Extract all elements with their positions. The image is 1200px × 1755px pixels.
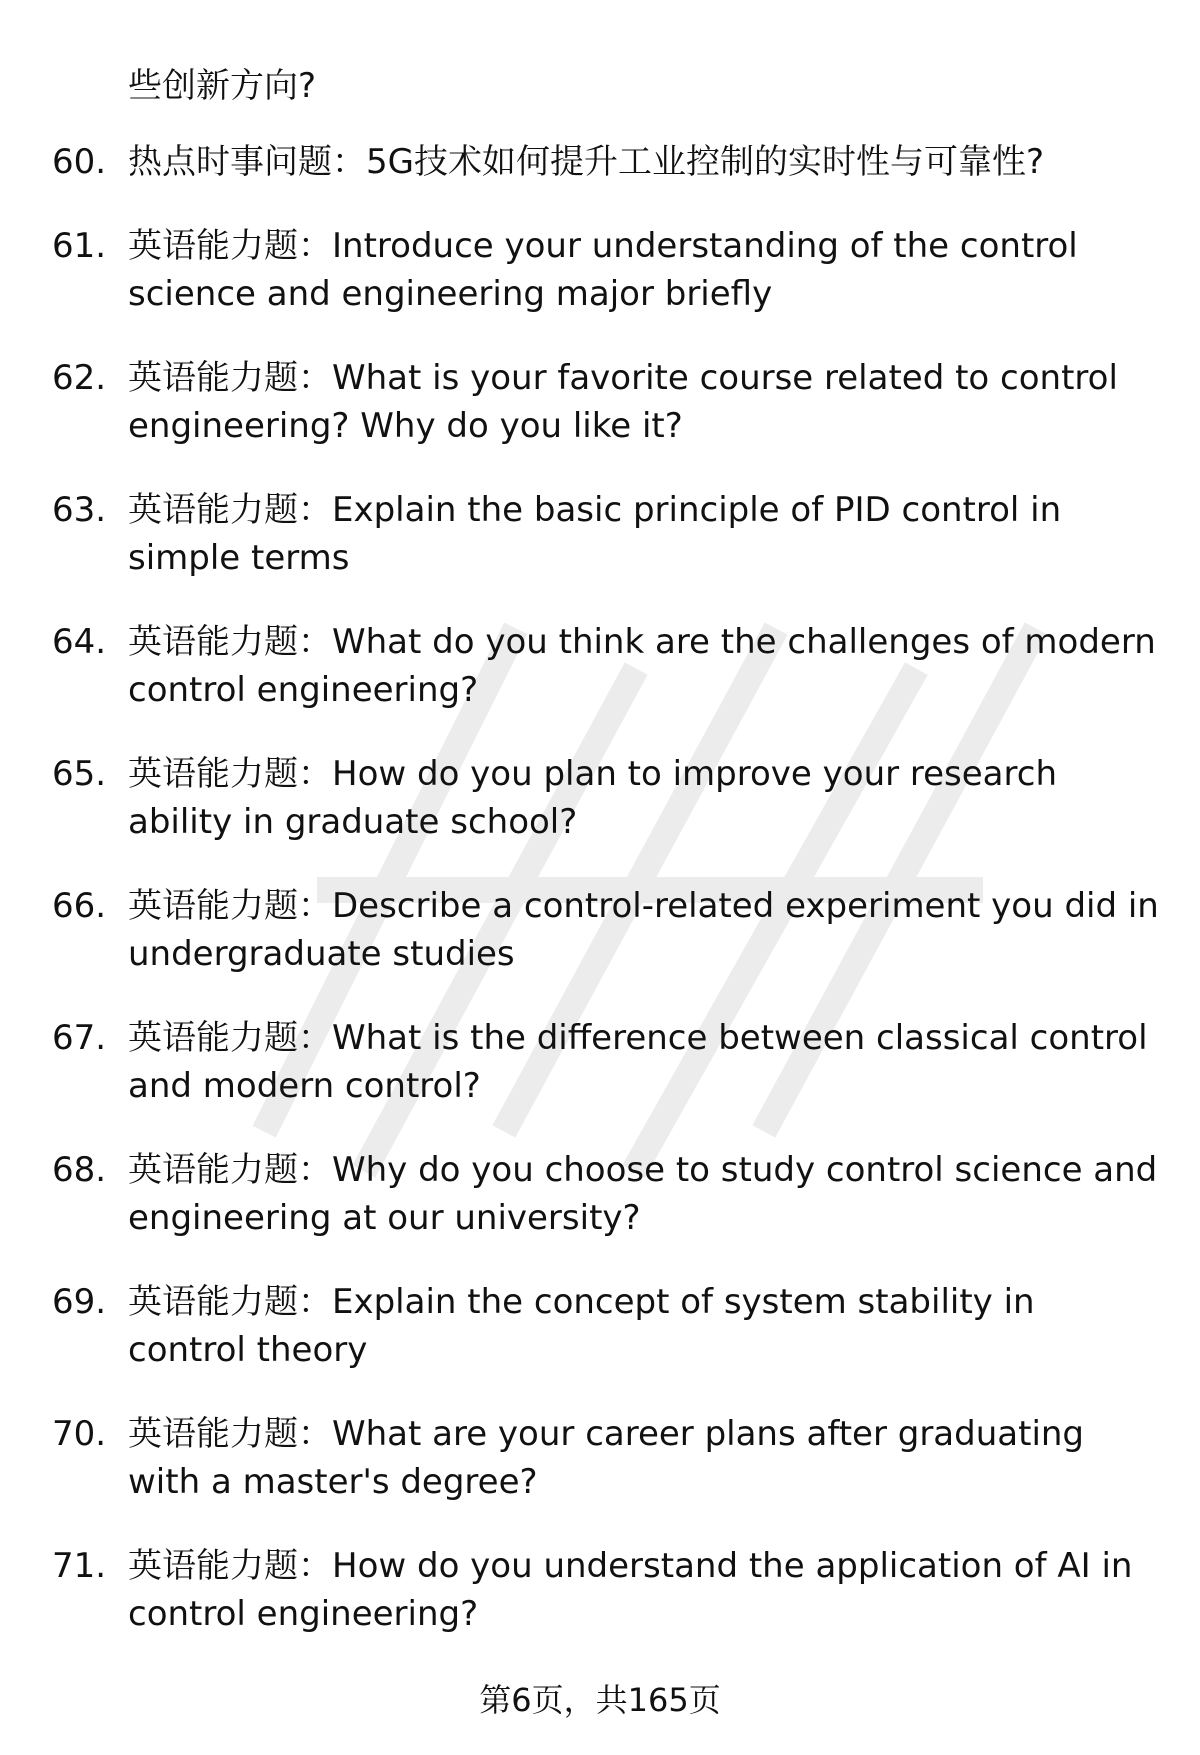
question-number: 60. bbox=[52, 142, 107, 182]
question-list bbox=[0, 138, 1200, 1674]
question-text: 英语能力题：Explain the basic principle of PID control in simple terms bbox=[128, 490, 1062, 578]
question-item bbox=[0, 486, 1200, 582]
question-number: 61. bbox=[52, 226, 107, 266]
question-item bbox=[0, 1278, 1200, 1374]
question-text: 英语能力题：What is your favorite course related to control engineering? Why do you like it? bbox=[128, 358, 1118, 446]
question-item bbox=[0, 882, 1200, 978]
question-number: 70. bbox=[52, 1414, 107, 1454]
question-item bbox=[0, 222, 1200, 318]
question-item bbox=[0, 354, 1200, 450]
question-number: 69. bbox=[52, 1282, 107, 1322]
question-item bbox=[0, 138, 1200, 186]
question-number: 71. bbox=[52, 1546, 107, 1586]
question-text: 英语能力题：How do you plan to improve your research ability in graduate school? bbox=[128, 754, 1057, 842]
question-number: 67. bbox=[52, 1018, 107, 1058]
question-number: 68. bbox=[52, 1150, 107, 1190]
question-item bbox=[0, 1410, 1200, 1506]
question-item bbox=[0, 1542, 1200, 1638]
question-item bbox=[0, 750, 1200, 846]
question-number: 62. bbox=[52, 358, 107, 398]
question-text: 英语能力题：What is the difference between classical control and modern control? bbox=[128, 1018, 1148, 1106]
question-number: 66. bbox=[52, 886, 107, 926]
question-number: 64. bbox=[52, 622, 107, 662]
continuation-text: 些创新方向? bbox=[128, 66, 317, 106]
question-item bbox=[0, 1014, 1200, 1110]
question-text: 英语能力题：Describe a control-related experiment you did in undergraduate studies bbox=[128, 886, 1159, 974]
page-footer: 第6页，共165页 bbox=[479, 1681, 721, 1719]
question-text: 英语能力题：Introduce your understanding of the control science and engineering major briefly bbox=[128, 226, 1078, 314]
question-text: 英语能力题：Why do you choose to study control science and engineering at our university? bbox=[128, 1150, 1158, 1238]
question-number: 65. bbox=[52, 754, 107, 794]
question-text: 英语能力题：Explain the concept of system stability in control theory bbox=[128, 1282, 1035, 1370]
question-item bbox=[0, 1146, 1200, 1242]
question-number: 63. bbox=[52, 490, 107, 530]
question-item bbox=[0, 618, 1200, 714]
question-text: 英语能力题：How do you understand the application of AI in control engineering? bbox=[128, 1546, 1133, 1634]
question-text: 英语能力题：What are your career plans after graduating with a master's degree? bbox=[128, 1414, 1085, 1502]
question-text: 英语能力题：What do you think are the challenges of modern control engineering? bbox=[128, 622, 1156, 710]
question-text: 热点时事问题：5G技术如何提升工业控制的实时性与可靠性? bbox=[128, 142, 1045, 182]
